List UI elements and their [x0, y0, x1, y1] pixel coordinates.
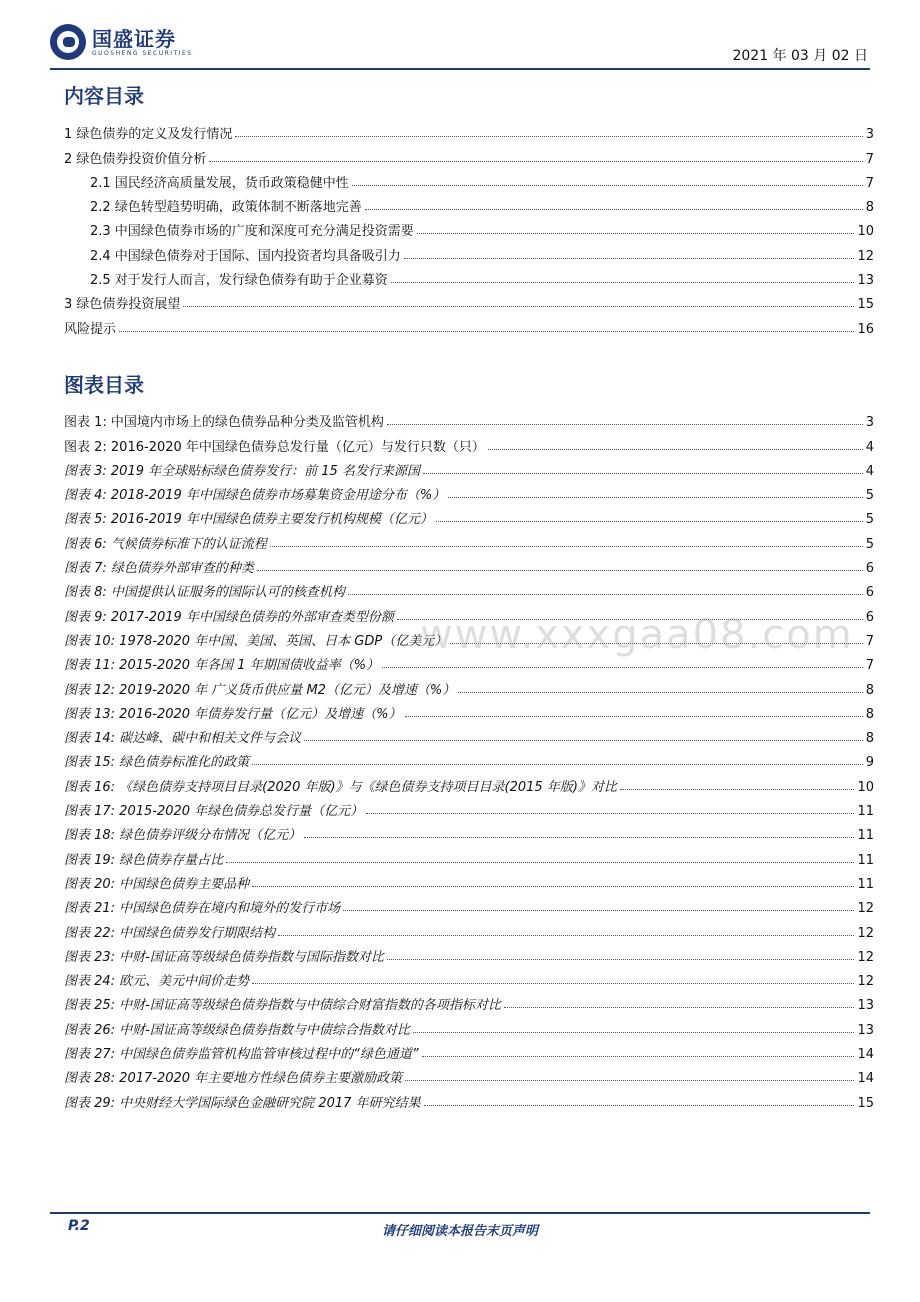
toc-entry-page: 12 — [857, 248, 874, 264]
figure-entry-page: 6 — [865, 609, 874, 625]
figure-entry-label: 图表 5: 2016-2019 年中国绿色债券主要发行机构规模（亿元） — [64, 512, 433, 528]
toc-entry[interactable] — [64, 118, 874, 142]
toc-entry-label: 2.1 国民经济高质量发展，货币政策稳健中性 — [90, 175, 349, 191]
dot-leader — [183, 305, 854, 307]
dot-leader — [304, 739, 863, 741]
dot-leader — [405, 1079, 854, 1081]
company-logo — [50, 24, 193, 60]
dot-leader — [278, 934, 854, 936]
report-date: 2021 年 03 月 02 日 — [732, 48, 868, 64]
figure-entry-label: 图表 10: 1978-2020 年中国、美国、英国、日本 GDP（亿美元） — [64, 633, 448, 649]
dot-leader — [424, 1104, 855, 1106]
figure-entry[interactable] — [64, 770, 874, 794]
figure-entry-page: 7 — [865, 658, 874, 674]
dot-leader — [252, 982, 854, 984]
figure-entry-label: 图表 16: 《绿色债券支持项目目录(2020 年版)》与《绿色债券支持项目目录(2015 年版)》对比 — [64, 779, 617, 795]
toc-entry-label: 风险提示 — [64, 321, 117, 337]
toc-entry[interactable] — [64, 312, 874, 336]
dot-leader — [417, 232, 855, 234]
toc-entry-page: 3 — [865, 127, 874, 143]
figure-entry[interactable] — [64, 430, 874, 454]
dot-leader — [252, 763, 863, 765]
page-header — [50, 22, 870, 70]
dot-leader — [488, 448, 863, 450]
figure-entry-page: 13 — [857, 998, 874, 1014]
figure-entry-label: 图表 18: 绿色债券评级分布情况（亿元） — [64, 828, 302, 844]
figure-entry-label: 图表 19: 绿色债券存量占比 — [64, 852, 224, 868]
figure-entry-label: 图表 14: 碳达峰、碳中和相关文件与会议 — [64, 731, 302, 747]
figure-entry-page: 7 — [865, 633, 874, 649]
figure-entry[interactable] — [64, 552, 874, 576]
figure-entry-page: 12 — [857, 901, 874, 917]
figure-entry-label: 图表 17: 2015-2020 年绿色债券总发行量（亿元） — [64, 804, 364, 820]
figure-entry[interactable] — [64, 1062, 874, 1086]
toc-entry-label: 2.5 对于发行人而言，发行绿色债券有助于企业募资 — [90, 273, 388, 289]
company-name: 国盛证券 — [92, 26, 176, 51]
dot-leader — [391, 281, 855, 283]
page-footer — [50, 1212, 870, 1239]
dot-leader — [422, 1055, 855, 1057]
dot-leader — [348, 593, 863, 595]
company-name-en: GUOSHENG SECURITIES — [92, 49, 193, 57]
toc-entry[interactable] — [64, 215, 874, 239]
figure-entry[interactable] — [64, 989, 874, 1013]
figure-entry-page: 3 — [865, 415, 874, 431]
dot-leader — [304, 836, 854, 838]
dot-leader — [209, 160, 862, 162]
toc-entry[interactable] — [64, 288, 874, 312]
dot-leader — [436, 520, 863, 522]
toc-entry-label: 2.3 中国绿色债券市场的广度和深度可充分满足投资需要 — [90, 224, 414, 240]
toc-entry[interactable] — [64, 167, 874, 191]
figure-entry-page: 15 — [857, 1095, 874, 1111]
dot-leader — [257, 569, 863, 571]
toc-entry-page: 16 — [857, 321, 874, 337]
toc-entry-page: 13 — [857, 273, 874, 289]
dot-leader — [387, 423, 863, 425]
figure-entry-page: 8 — [865, 706, 874, 722]
figure-entry[interactable] — [64, 698, 874, 722]
figure-entry-page: 8 — [865, 682, 874, 698]
toc-entry-page: 8 — [865, 200, 874, 216]
figure-entry-page: 12 — [857, 974, 874, 990]
figure-entry[interactable] — [64, 649, 874, 673]
figure-entry-label: 图表 22: 中国绿色债券发行期限结构 — [64, 925, 276, 941]
dot-leader — [270, 545, 863, 547]
figure-entry[interactable] — [64, 746, 874, 770]
dot-leader — [423, 472, 863, 474]
figure-entry-label: 图表 2: 2016-2020 年中国绿色债券总发行量（亿元）与发行只数（只） — [64, 439, 485, 455]
page-number: P.2 — [68, 1218, 90, 1234]
dot-leader — [404, 257, 855, 259]
figure-entry-label: 图表 15: 绿色债券标准化的政策 — [64, 755, 250, 771]
figure-entry-page: 14 — [857, 1071, 874, 1087]
figure-list-title: 图表目录 — [64, 373, 144, 397]
dot-leader — [448, 496, 862, 498]
figure-entry-page: 10 — [857, 779, 874, 795]
figure-entry-page: 6 — [865, 561, 874, 577]
figure-entry-page: 12 — [857, 925, 874, 941]
toc-entry[interactable] — [64, 239, 874, 263]
toc-entry-page: 15 — [857, 297, 874, 313]
figure-entry[interactable] — [64, 673, 874, 697]
toc-entry-label: 3 绿色债券投资展望 — [64, 297, 181, 313]
dot-leader — [252, 885, 854, 887]
toc-entry-label: 1 绿色债券的定义及发行情况 — [64, 127, 233, 143]
figure-entry[interactable] — [64, 527, 874, 551]
figure-entry-label: 图表 11: 2015-2020 年各国 1 年期国债收益率（%） — [64, 658, 380, 674]
dot-leader — [387, 958, 855, 960]
dot-leader — [226, 861, 854, 863]
figure-entry-page: 5 — [865, 488, 874, 504]
dot-leader — [504, 1006, 855, 1008]
figure-entry[interactable] — [64, 1086, 874, 1110]
figure-entry-label: 图表 3: 2019 年全球贴标绿色债券发行：前 15 名发行来源国 — [64, 463, 420, 479]
toc-list — [64, 118, 874, 337]
company-logo-icon — [50, 24, 86, 60]
toc-entry-page: 7 — [865, 175, 874, 191]
dot-leader — [458, 691, 862, 693]
figure-entry-label: 图表 25: 中财-国证高等级绿色债券指数与中债综合财富指数的各项指标对比 — [64, 998, 501, 1014]
figure-entry-page: 8 — [865, 731, 874, 747]
dot-leader — [405, 715, 863, 717]
figure-entry[interactable] — [64, 406, 874, 430]
figure-entry[interactable] — [64, 965, 874, 989]
figure-entry-page: 5 — [865, 536, 874, 552]
toc-entry-page: 10 — [857, 224, 874, 240]
figure-entry-label: 图表 8: 中国提供认证服务的国际认可的核查机构 — [64, 585, 345, 601]
figure-entry[interactable] — [64, 892, 874, 916]
dot-leader — [413, 1031, 855, 1033]
figure-entry[interactable] — [64, 1038, 874, 1062]
figure-entry[interactable] — [64, 795, 874, 819]
figure-entry-page: 12 — [857, 949, 874, 965]
figure-entry-page: 13 — [857, 1022, 874, 1038]
figure-entry[interactable] — [64, 916, 874, 940]
figure-entry-label: 图表 6: 气候债券标准下的认证流程 — [64, 536, 267, 552]
figure-entry-label: 图表 27: 中国绿色债券监管机构监管审核过程中的“绿色通道” — [64, 1047, 419, 1063]
figure-entry-label: 图表 23: 中财-国证高等级绿色债券指数与国际指数对比 — [64, 949, 384, 965]
figure-entry-label: 图表 24: 欧元、美元中间价走势 — [64, 974, 250, 990]
watermark: www.xxxgaa08.com — [420, 612, 854, 658]
figure-entry[interactable] — [64, 868, 874, 892]
figure-entry[interactable] — [64, 503, 874, 527]
figure-entry-page: 11 — [857, 876, 874, 892]
toc-entry[interactable] — [64, 142, 874, 166]
figure-entry-label: 图表 29: 中央财经大学国际绿色金融研究院 2017 年研究结果 — [64, 1095, 421, 1111]
figure-entry[interactable] — [64, 600, 874, 624]
figure-entry-label: 图表 21: 中国绿色债券在境内和境外的发行市场 — [64, 901, 341, 917]
figure-entry-label: 图表 12: 2019-2020 年 广义货币供应量 M2（亿元）及增速（%） — [64, 682, 456, 698]
dot-leader — [365, 208, 863, 210]
figure-entry[interactable] — [64, 625, 874, 649]
figure-entry-label: 图表 1: 中国境内市场上的绿色债券品种分类及监管机构 — [64, 415, 384, 431]
figure-entry[interactable] — [64, 843, 874, 867]
toc-entry-label: 2 绿色债券投资价值分析 — [64, 151, 207, 167]
dot-leader — [343, 909, 854, 911]
figure-entry[interactable] — [64, 1013, 874, 1037]
figure-entry-page: 4 — [865, 463, 874, 479]
dot-leader — [382, 666, 863, 668]
toc-entry[interactable] — [64, 264, 874, 288]
figure-entry-label: 图表 26: 中财-国证高等级绿色债券指数与中债综合指数对比 — [64, 1022, 410, 1038]
figure-entry-page: 11 — [857, 828, 874, 844]
figure-entry-label: 图表 9: 2017-2019 年中国绿色债券的外部审查类型份额 — [64, 609, 394, 625]
figure-entry-label: 图表 28: 2017-2020 年主要地方性绿色债券主要激励政策 — [64, 1071, 403, 1087]
toc-entry-page: 7 — [865, 151, 874, 167]
figure-entry[interactable] — [64, 576, 874, 600]
figure-entry-label: 图表 7: 绿色债券外部审查的种类 — [64, 561, 254, 577]
figure-list — [64, 406, 874, 1111]
figure-entry-label: 图表 13: 2016-2020 年债券发行量（亿元）及增速（%） — [64, 706, 402, 722]
figure-entry-page: 6 — [865, 585, 874, 601]
figure-entry[interactable] — [64, 722, 874, 746]
dot-leader — [235, 135, 862, 137]
disclaimer-note: 请仔细阅读本报告末页声明 — [381, 1224, 538, 1239]
figure-entry-page: 11 — [857, 852, 874, 868]
figure-entry-label: 图表 20: 中国绿色债券主要品种 — [64, 876, 250, 892]
figure-entry-page: 5 — [865, 512, 874, 528]
dot-leader — [119, 330, 854, 332]
dot-leader — [352, 184, 863, 186]
toc-entry-label: 2.2 绿色转型趋势明确，政策体制不断落地完善 — [90, 200, 362, 216]
toc-entry-label: 2.4 中国绿色债券对于国际、国内投资者均具备吸引力 — [90, 248, 401, 264]
toc-title: 内容目录 — [64, 84, 144, 108]
figure-entry[interactable] — [64, 819, 874, 843]
figure-entry[interactable] — [64, 941, 874, 965]
figure-entry[interactable] — [64, 455, 874, 479]
figure-entry-page: 4 — [865, 439, 874, 455]
dot-leader — [620, 788, 855, 790]
figure-entry-page: 11 — [857, 804, 874, 820]
toc-entry[interactable] — [64, 191, 874, 215]
figure-entry[interactable] — [64, 479, 874, 503]
dot-leader — [450, 642, 862, 644]
dot-leader — [366, 812, 854, 814]
dot-leader — [397, 618, 863, 620]
figure-entry-page: 14 — [857, 1047, 874, 1063]
figure-entry-page: 9 — [865, 755, 874, 771]
figure-entry-label: 图表 4: 2018-2019 年中国绿色债券市场募集资金用途分布（%） — [64, 488, 446, 504]
